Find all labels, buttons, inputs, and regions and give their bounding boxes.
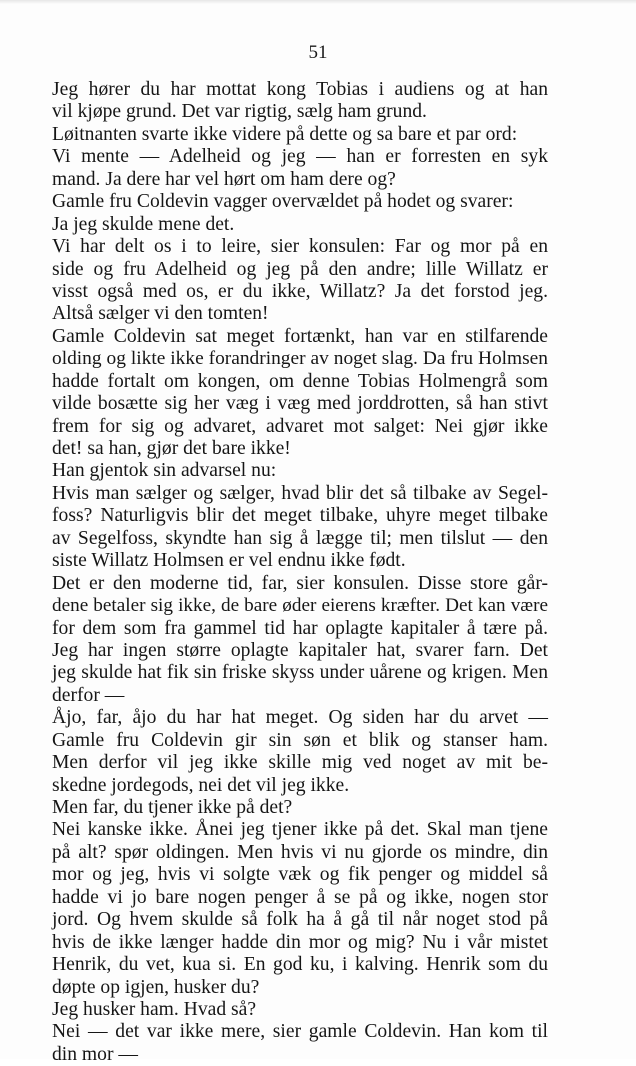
text-line: derfor — [52, 684, 125, 706]
page-edge [0, 0, 636, 4]
text-line: olding og likte ikke forandringer av noget slag. Da fru Holmsen [52, 348, 548, 370]
text-line: Jeg husker ham. Hvad så? [52, 998, 257, 1020]
text-line: visst også med os, er du ikke, Willatz? Ja det forstod jeg. [52, 280, 548, 302]
text-line: Nei kanske ikke. Ånei jeg tjener ikke på det. Skal man tjene [52, 819, 548, 841]
text-line: for dem som fra gammel tid har oplagte kapitaler å tære på. [52, 617, 548, 639]
text-line: Gamle fru Coldevin gir sin søn et blik og stanser ham. [52, 729, 548, 751]
text-line: av Segelfoss, skyndte han sig å lægge til; men tilslut — den [52, 527, 548, 549]
text-line: Henrik, du vet, kua si. En god ku, i kalving. Henrik som du [52, 954, 548, 976]
text-line: frem for sig og advaret, advaret mot salget: Nei gjør ikke [52, 415, 548, 437]
text-line: Altså sælger vi den tomten! [52, 303, 269, 325]
text-line: Ja jeg skulde mene det. [52, 213, 235, 235]
text-line: Gamle Coldevin sat meget fortænkt, han var en stilfarende [52, 325, 548, 347]
text-line: mor og jeg, hvis vi solgte væk og fik penger og middel så [52, 864, 548, 886]
text-line: vil kjøpe grund. Det var rigtig, sælg ham grund. [52, 101, 427, 123]
text-line: Det er den moderne tid, far, sier konsulen. Disse store går- [52, 572, 548, 594]
body-text [52, 79, 548, 1066]
text-line: foss? Naturligvis blir det meget tilbake, uhyre meget tilbake [52, 505, 548, 527]
text-line: jeg skulde hat fik sin friske skyss under uårene og krigen. Men [52, 662, 548, 684]
text-line: side og fru Adelheid og jeg på den andre; lille Willatz er [52, 258, 548, 280]
text-line: hadde vi jo bare nogen penger å se på og ikke, nogen stor [52, 886, 548, 908]
text-line: Åjo, far, åjo du har hat meget. Og siden har du arvet — [52, 707, 548, 729]
text-line: Vi mente — Adelheid og jeg — han er forresten en syk [52, 146, 548, 168]
text-line: det! sa han, gjør det bare ikke! [52, 438, 291, 459]
text-line: Gamle fru Coldevin vagger overvældet på hodet og svarer: [52, 191, 514, 213]
text-line: Jeg hører du har mottat kong Tobias i audiens og at han [52, 79, 548, 100]
text-line: Men far, du tjener ikke på det? [52, 797, 293, 818]
text-line: Hvis man sælger og sælger, hvad blir det så tilbake av Segel- [52, 482, 548, 504]
text-line: skedne jordegods, nei det vil jeg ikke. [52, 774, 350, 796]
text-line: Men derfor vil jeg ikke skille mig ved noget av mit be- [52, 752, 548, 774]
text-line: døpte op igjen, husker du? [52, 976, 260, 998]
text-line: hvis de ikke længer hadde din mor og mig? Nu i vår mistet [52, 931, 548, 953]
text-line: Vi har delt os i to leire, sier konsulen: Far og mor på en [52, 236, 548, 258]
text-line: vilde bosætte sig her væg i væg med jorddrotten, så han stivt [52, 393, 548, 415]
text-line: din mor — [52, 1043, 138, 1065]
text-line: siste Willatz Holmsen er vel endnu ikke født. [52, 550, 406, 572]
text-line: Jeg har ingen større oplagte kapitaler hat, svarer farn. Det [52, 639, 548, 661]
text-line: jord. Og hvem skulde så folk ha å gå til når noget stod på [52, 909, 548, 931]
text-line: mand. Ja dere har vel hørt om ham dere og? [52, 168, 396, 190]
text-line: Løitnanten svarte ikke videre på dette og sa bare et par ord: [52, 123, 518, 145]
text-line: på alt? spør oldingen. Men hvis vi nu gjorde os mindre, din [52, 841, 548, 863]
text-line: dene betaler sig ikke, de bare øder eierens kræfter. Det kan være [52, 595, 548, 617]
page-number: 51 [308, 42, 328, 63]
text-line: Nei — det var ikke mere, sier gamle Coldevin. Han kom til [52, 1021, 548, 1043]
text-line: Han gjentok sin advarsel nu: [52, 460, 277, 482]
text-line: hadde fortalt om kongen, om denne Tobias Holmengrå som [52, 370, 548, 392]
